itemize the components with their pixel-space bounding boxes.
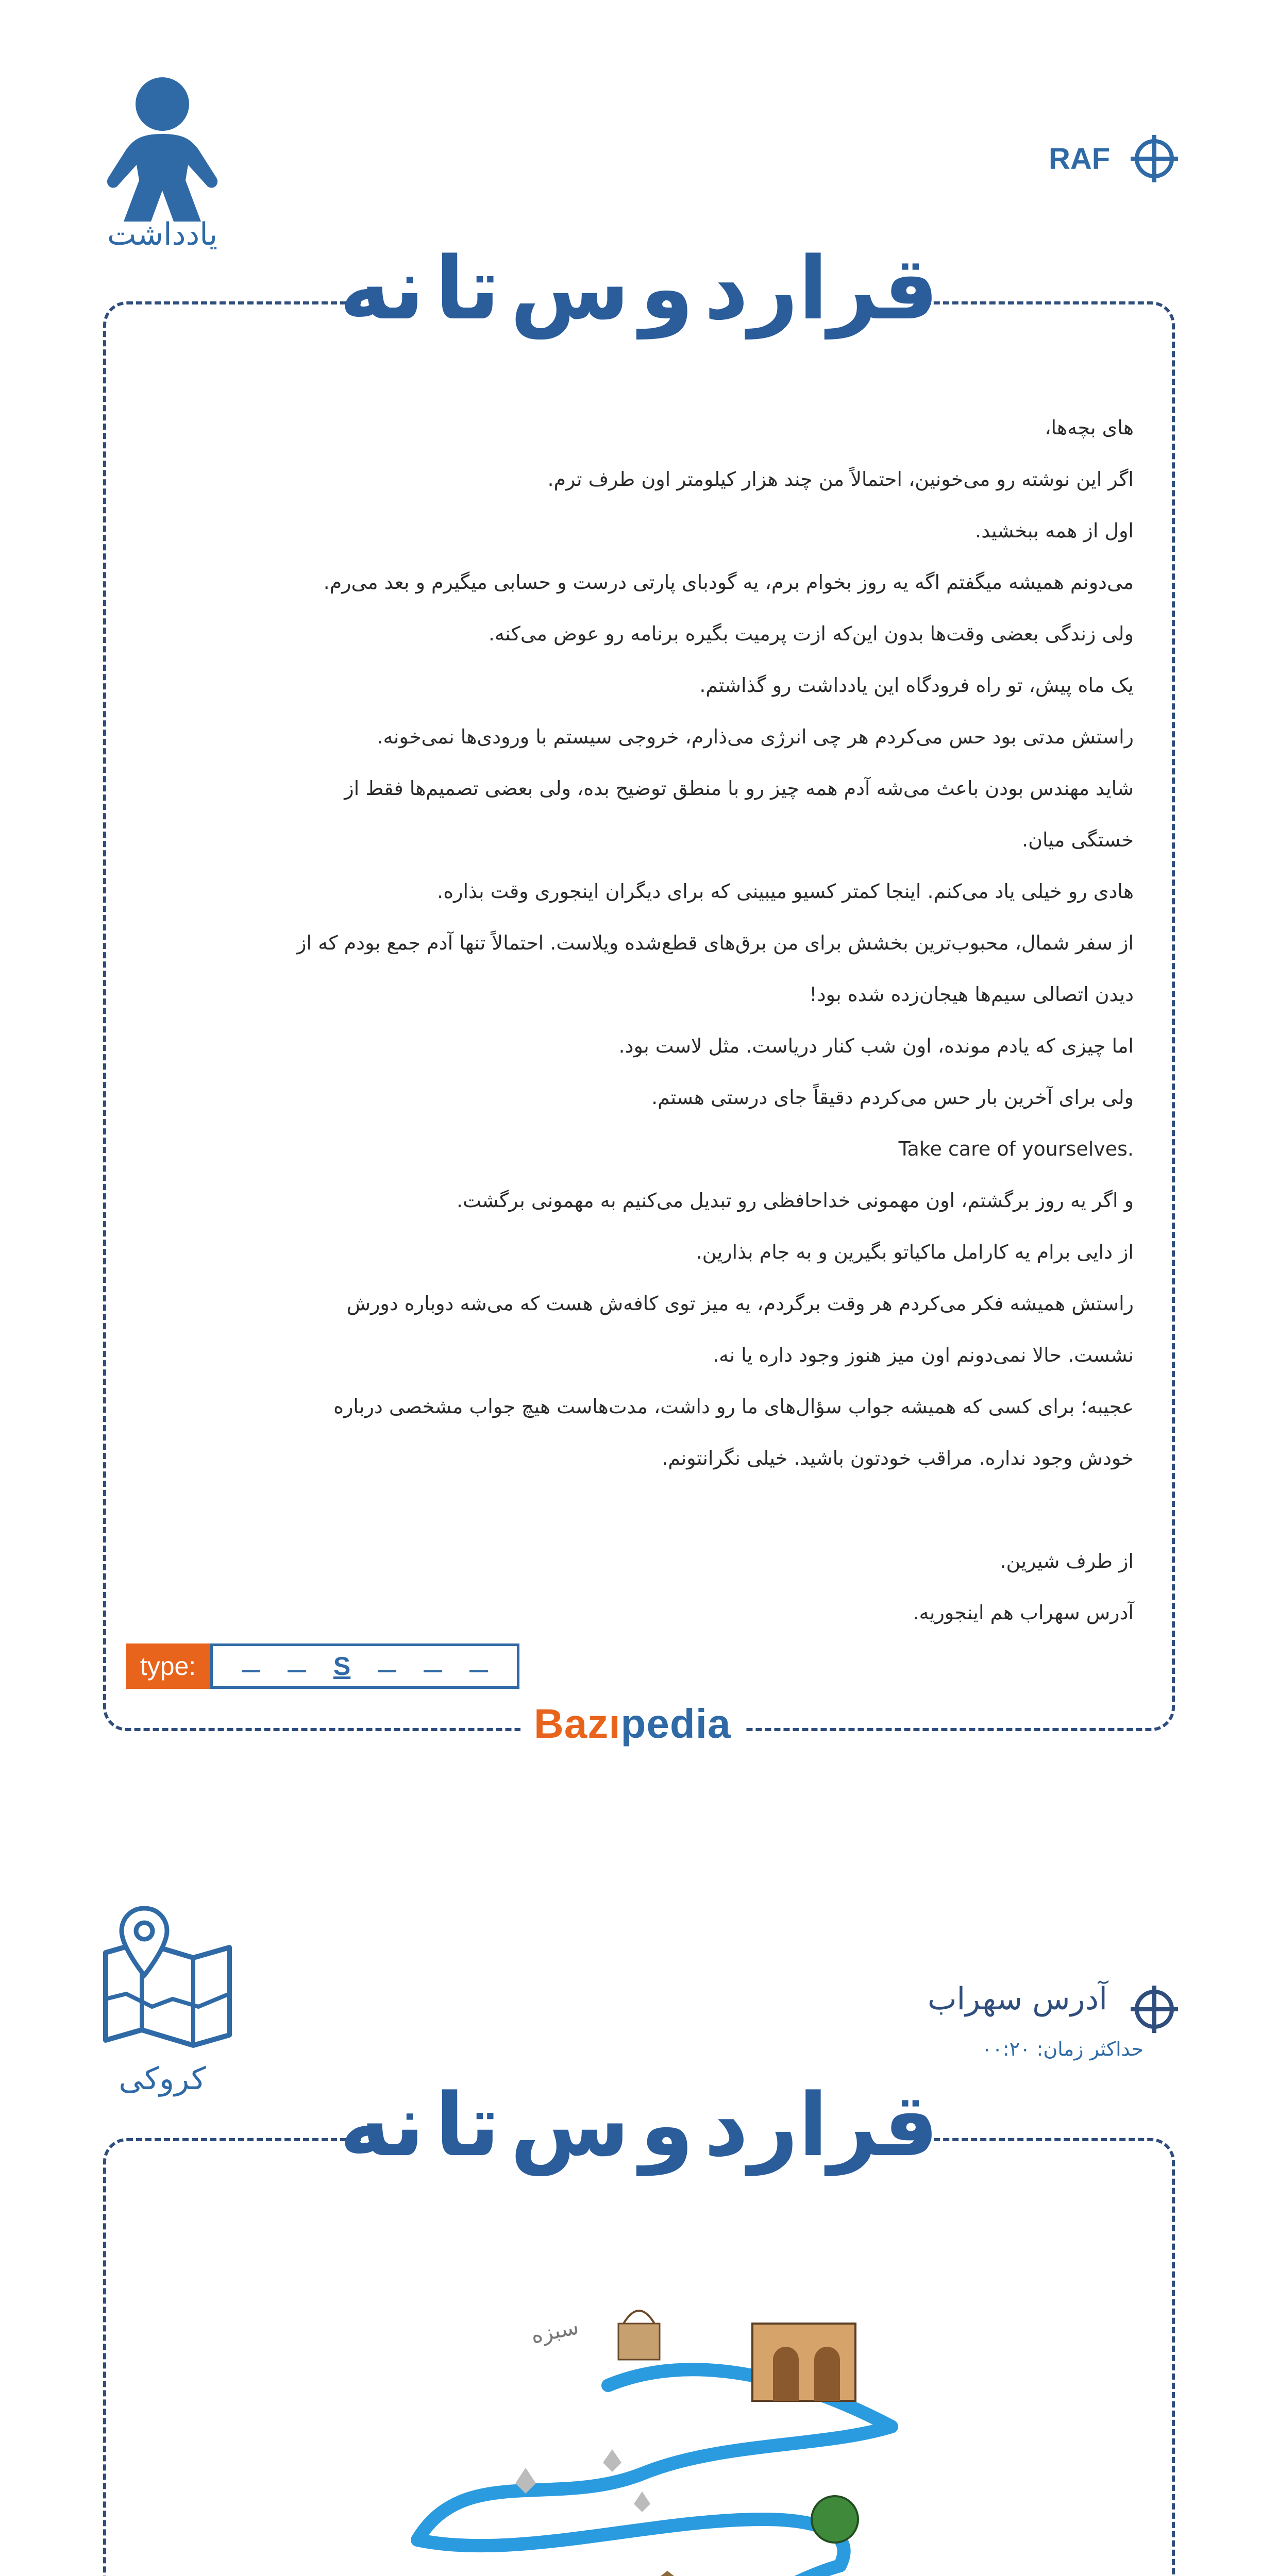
answer-hint-letter: S — [333, 1652, 351, 1681]
title-part: س — [510, 2075, 630, 2176]
letter-line: راستش همیشه فکر می‌کردم هر وقت برگردم، یه میز توی کافه‌ش هست که می‌شه دوباره دورش — [346, 1292, 1134, 1315]
letter-line: اگر این نوشته رو می‌خونین، احتمالاً من چند هزار کیلومتر اون طرف ترم. — [547, 468, 1134, 490]
letter-line: از دایی برام یه کارامل ماکیاتو بگیرین و به جام بذارین. — [696, 1241, 1134, 1263]
title-part: د — [704, 238, 749, 339]
letter-line: هادی رو خیلی یاد می‌کنم. اینجا کمتر کسیو میبینی که برای دیگران اینجوری وقت بذاره. — [437, 880, 1134, 903]
map-title: آدرس سهراب — [928, 1981, 1107, 2017]
page-title — [339, 237, 939, 340]
title-part: و — [640, 238, 694, 339]
time-limit: حداکثر زمان: ۰۰:۲۰ — [982, 2038, 1144, 2060]
letter-line: اول از همه ببخشید. — [974, 519, 1134, 542]
crosshair-icon — [1129, 1984, 1180, 2035]
title-part: نه — [339, 2075, 425, 2176]
answer-box — [126, 1643, 519, 1689]
answer-input[interactable] — [210, 1643, 519, 1689]
letter-line: دیدن اتصالی سیم‌ها هیجان‌زده شده بود! — [809, 983, 1134, 1006]
title-part: س — [510, 238, 630, 339]
bazipedia-logo: Bazıpedia — [520, 1700, 744, 1748]
letter-line: نشست. حالا نمی‌دونم اون میز هنوز وجود داره یا نه. — [713, 1344, 1134, 1366]
letter-line: ولی برای آخرین بار حس می‌کردم دقیقاً جای درستی هستم. — [651, 1086, 1134, 1109]
title-part: د — [704, 2075, 749, 2176]
letter-line: از سفر شمال، محبوب‌ترین بخشش برای من برق‌های قطع‌شده ویلاست. احتمالاً تنها آدم جمع بودم که از — [297, 931, 1134, 954]
letter-line: عجیبه؛ برای کسی که همیشه جواب سؤال‌های ما رو داشت، مدت‌هاست هیچ جواب مشخصی درباره — [333, 1395, 1134, 1418]
letter-body — [155, 402, 1134, 1638]
letter-line: و اگر یه روز برگشتم، اون مهمونی خداحافظی رو تبدیل می‌کنیم به مهمونی برگشت. — [456, 1189, 1134, 1212]
letter-line: آدرس سهراب هم اینجوریه. — [913, 1601, 1134, 1624]
letter-line: های بچه‌ها، — [1045, 416, 1134, 439]
letter-line: می‌دونم همیشه میگفتم اگه یه روز بخوام برم، یه گودبای پارتی درست و حسابی میگیرم و بعد می‌رم. — [323, 571, 1134, 594]
person-icon — [95, 72, 229, 227]
letter-line: از طرف شیرین. — [1000, 1550, 1134, 1572]
title-part: قرار — [748, 238, 939, 339]
letter-line: Take care of yourselves. — [898, 1138, 1134, 1160]
map-pin-icon — [119, 1906, 170, 1978]
letter-line: اما چیزی که یادم مونده، اون شب کنار دریاست. مثل لاست بود. — [618, 1035, 1134, 1057]
answer-blank — [288, 1660, 306, 1672]
page-title — [339, 2074, 939, 2177]
title-part: تا — [434, 238, 500, 339]
letter-line: ولی زندگی بعضی وقت‌ها بدون این‌که ازت پرمیت بگیره برنامه رو عوض می‌کنه. — [488, 622, 1134, 645]
letter-line: یک ماه پیش، تو راه فرودگاه این یادداشت رو گذاشتم. — [699, 674, 1134, 697]
type-label: type: — [126, 1643, 210, 1689]
letter-line — [155, 1484, 1134, 1535]
letter-line: خستگی میان. — [1022, 828, 1134, 851]
answer-blank — [242, 1660, 260, 1672]
answer-blank — [469, 1660, 488, 1672]
title-part: تا — [434, 2075, 500, 2176]
crosshair-icon — [1129, 133, 1180, 184]
answer-blank — [424, 1660, 442, 1672]
note-label: یادداشت — [107, 216, 218, 252]
title-part: نه — [339, 238, 425, 339]
letter-line: شاید مهندس بودن باعث می‌شه آدم همه چیز رو با منطق توضیح بده، ولی بعضی تصمیم‌ها فقط از — [344, 777, 1134, 800]
sketch-map — [361, 2293, 979, 2576]
title-part: و — [640, 2075, 694, 2176]
sketch-text-greenery: سبزه — [528, 2313, 581, 2349]
raf-label: RAF — [1049, 142, 1111, 176]
sketch-label: کروکی — [119, 2061, 206, 2097]
letter-line: خودش وجود نداره. مراقب خودتون باشید. خیلی نگرانتونم. — [662, 1447, 1134, 1469]
sheet-map — [0, 1855, 1278, 2576]
answer-blank — [378, 1660, 396, 1672]
letter-line: راستش مدتی بود حس می‌کردم هر چی انرژی می‌ذارم، خروجی سیستم با ورودی‌ها نمی‌خونه. — [377, 725, 1134, 748]
title-part: قرار — [748, 2075, 939, 2176]
